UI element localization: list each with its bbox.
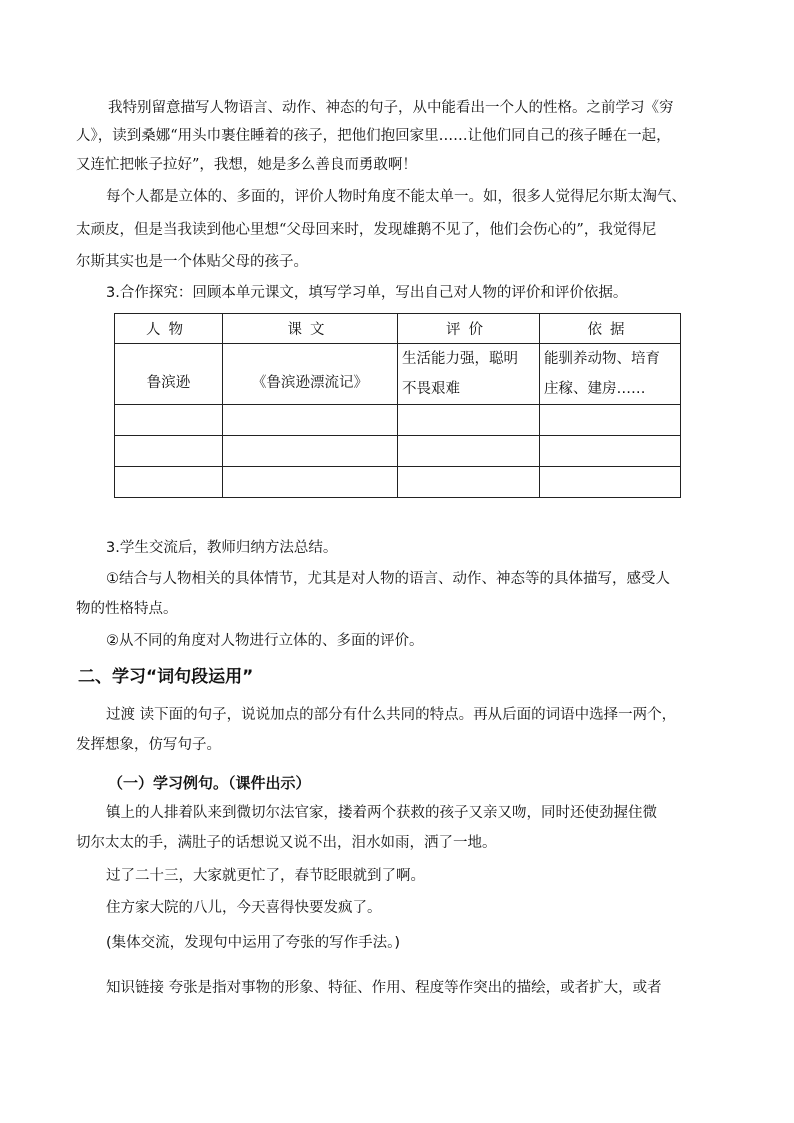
table-row [115,344,681,405]
cell-eval-line1: 生活能力强，聪明 [402,351,518,367]
table-row [115,467,681,498]
cell-eval-line2: 不畏艰难 [402,381,460,397]
example3: 住方家大院的八儿，今天喜得快要发疯了。 [106,900,382,916]
empty-cell[interactable] [223,467,398,498]
cell-text: 《鲁滨逊漂流记》 [223,344,398,405]
table-header-row [115,314,681,344]
summary-point1-line1: ①结合与人物相关的具体情节，尤其是对人物的语言、动作、神态等的具体描写，感受人 [106,571,670,587]
empty-cell[interactable] [223,405,398,436]
empty-cell[interactable] [115,405,223,436]
example2: 过了二十三，大家就更忙了，春节眨眼就到了啊。 [106,868,425,884]
empty-cell[interactable] [540,467,681,498]
section2-title: 二、学习“词句段运用” [78,667,254,687]
example1-line1: 镇上的人排着队来到微切尔法官家，搂着两个获救的孩子又亲又吻，同时还使劲握住微 [106,805,657,821]
summary-point2: ②从不同的角度对人物进行立体的、多面的评价。 [106,633,424,649]
task3-instruction: 3.合作探究：回顾本单元课文，填写学习单，写出自己对人物的评价和评价依据。 [106,285,628,301]
para2-line1: 每个人都是立体的、多面的，评价人物时角度不能太单一。如，很多人觉得尼尔斯太淘气、 [106,189,686,205]
empty-cell[interactable] [398,467,540,498]
transition-line2: 发挥想象，仿写句子。 [76,737,221,753]
para2-line2: 太顽皮，但是当我读到他心里想“父母回来时，发现雄鹅不见了，他们会伤心的”，我觉得尼 [76,222,657,238]
cell-person: 鲁滨逊 [115,344,223,405]
para1-line3: 又连忙把帐子拉好”，我想，她是多么善良而勇敢啊！ [76,157,417,173]
empty-cell[interactable] [398,436,540,467]
summary-intro: 3.学生交流后，教师归纳方法总结。 [106,540,338,556]
header-text: 课文 [223,314,398,344]
empty-cell[interactable] [398,405,540,436]
empty-cell[interactable] [115,467,223,498]
study-sheet-table [114,313,681,498]
cell-basis-line1: 能驯养动物、培育 [544,351,660,367]
para2-line3: 尔斯其实也是一个体贴父母的孩子。 [76,254,308,270]
cell-eval [398,344,540,405]
cell-basis-line2: 庄稼、建房…… [544,381,646,397]
empty-cell[interactable] [540,436,681,467]
empty-cell[interactable] [115,436,223,467]
table-row [115,405,681,436]
header-person: 人物 [115,314,223,344]
transition-line1: 过渡 读下面的句子，说说加点的部分有什么共同的特点。再从后面的词语中选择一两个， [106,707,677,723]
header-basis: 依据 [540,314,681,344]
section2-subtitle: （一）学习例句。（课件出示） [108,774,311,792]
empty-cell[interactable] [223,436,398,467]
knowledge-link: 知识链接 夸张是指对事物的形象、特征、作用、程度等作突出的描绘，或者扩大，或者 [106,980,662,996]
empty-cell[interactable] [540,405,681,436]
group-note: (集体交流，发现句中运用了夸张的写作手法。) [106,935,401,951]
para1-line1: 我特别留意描写人物语言、动作、神态的句子，从中能看出一个人的性格。之前学习《穷 [108,100,674,116]
table-row [115,436,681,467]
cell-basis [540,344,681,405]
summary-point1-line2: 物的性格特点。 [76,601,178,617]
example1-line2: 切尔太太的手，满肚子的话想说又说不出，泪水如雨，洒了一地。 [76,835,497,851]
header-eval: 评价 [398,314,540,344]
para1-line2: 人》，读到桑娜“用头巾裹住睡着的孩子，把他们抱回家里……让他们同自己的孩子睡在一起， [76,128,671,144]
